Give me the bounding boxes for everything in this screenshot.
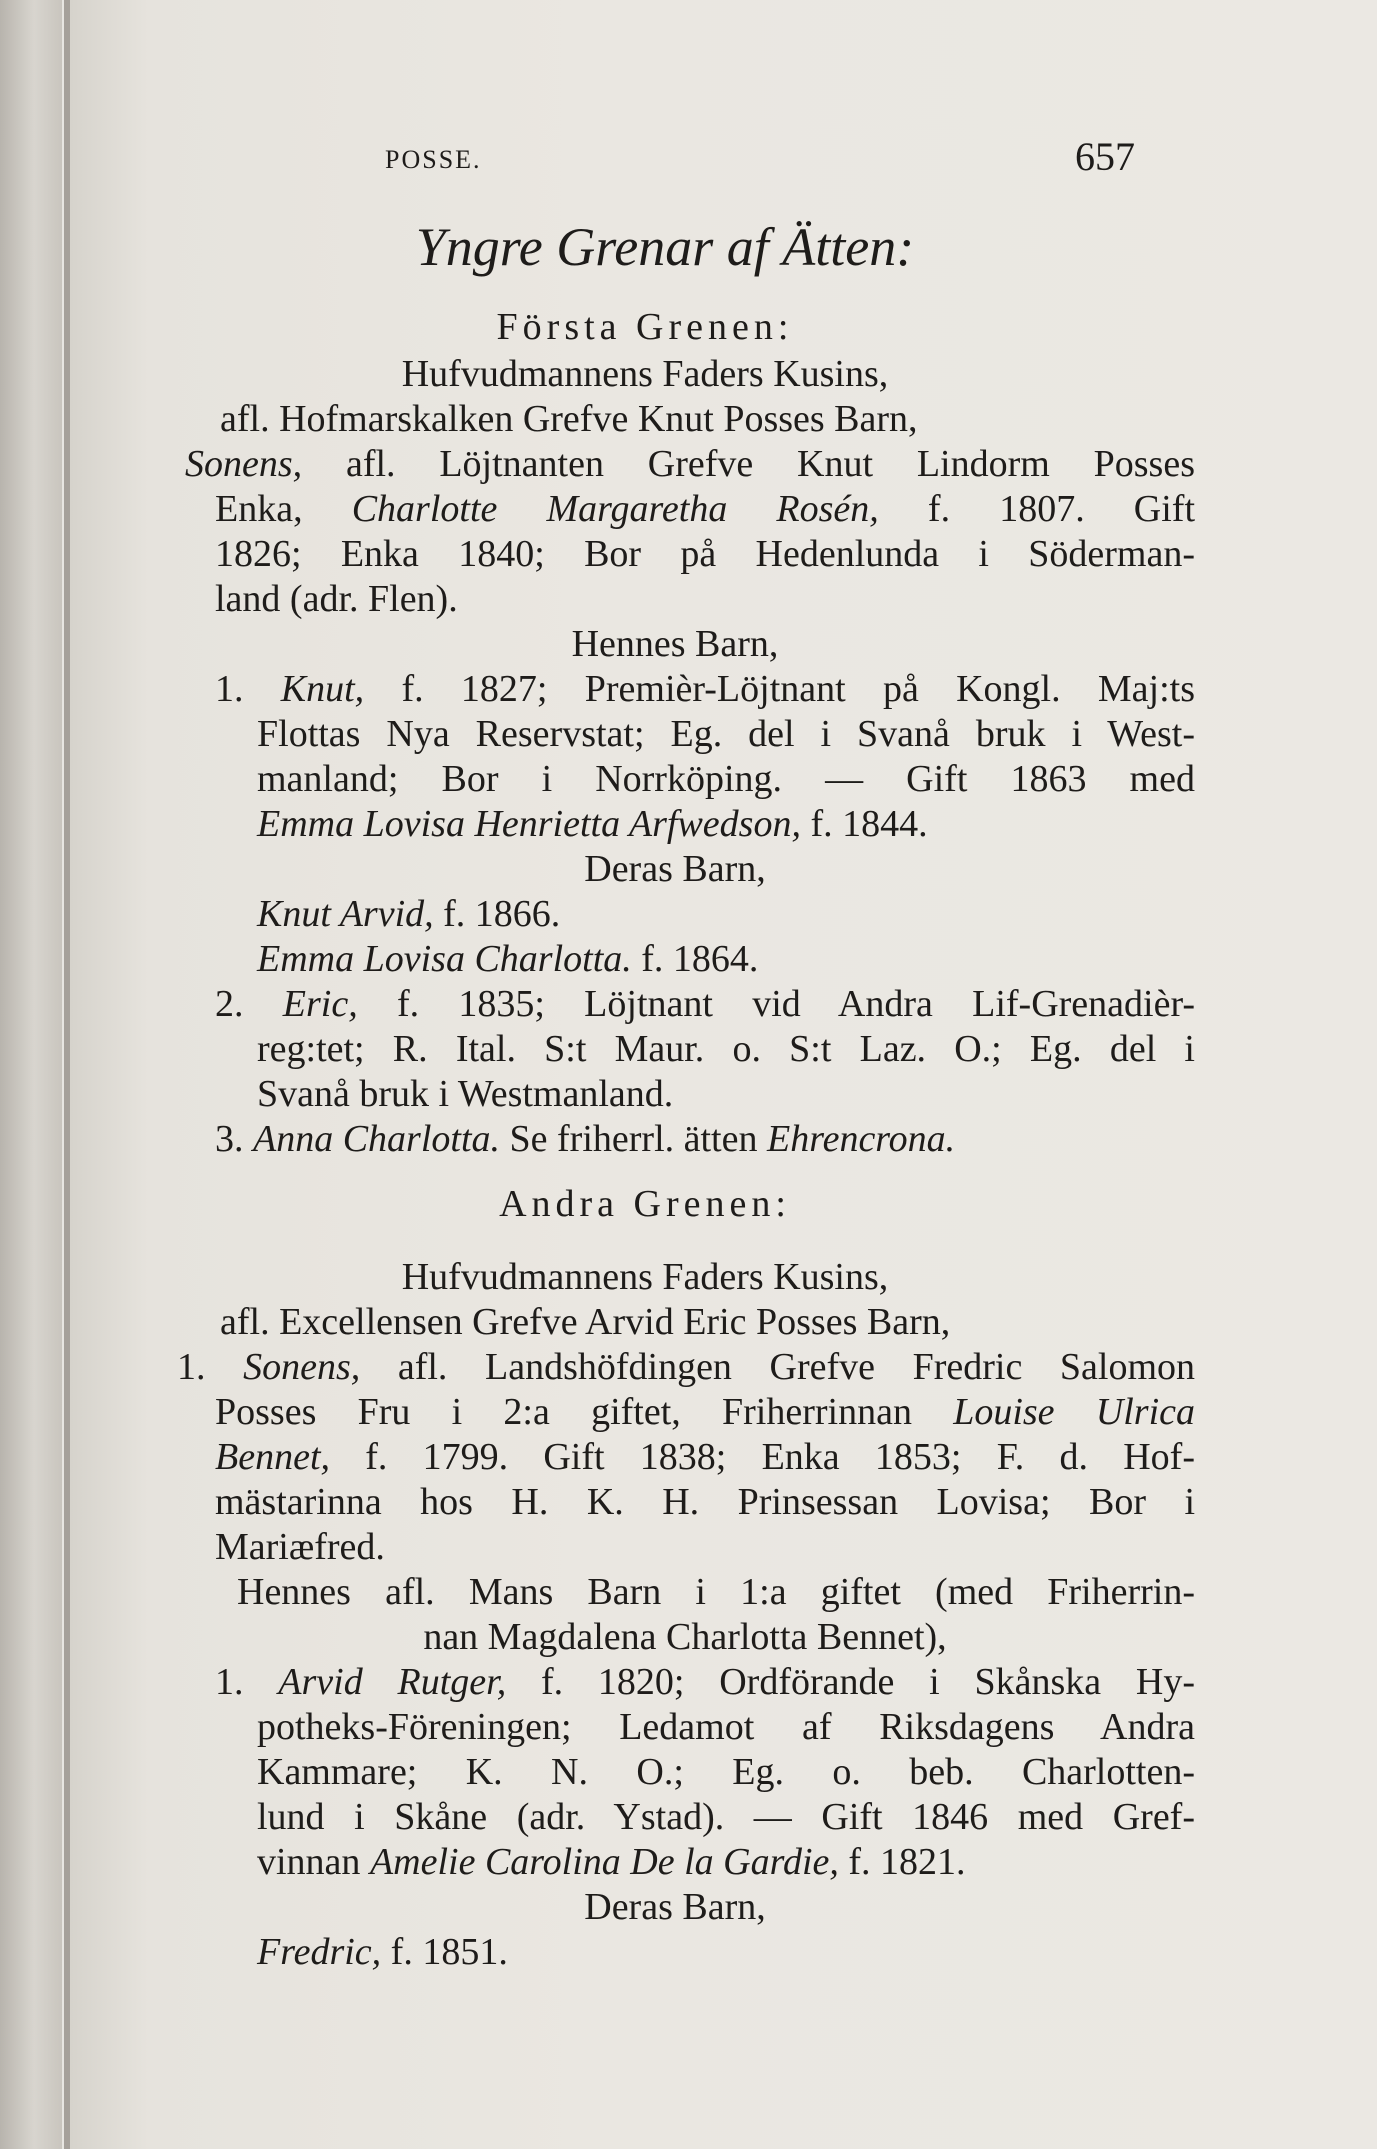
text-line: 1. Sonens, afl. Landshöfdingen Grefve Fredric Salomon	[177, 1346, 1196, 1388]
book-gutter	[0, 0, 62, 2149]
subheading-deras-barn: Deras Barn,	[584, 848, 766, 890]
text-line: Hufvudmannens Faders Kusins,	[401, 1256, 889, 1298]
text-line: potheks-Föreningen; Ledamot af Riksdagens Andra	[257, 1706, 1195, 1748]
text-line: nan Magdalena Charlotta Bennet),	[423, 1616, 947, 1658]
text-line: reg:tet; R. Ital. S:t Maur. o. S:t Laz. O.; Eg. del i	[257, 1028, 1195, 1070]
text-line: Knut Arvid, f. 1866.	[257, 893, 561, 935]
text-line: Emma Lovisa Henrietta Arfwedson, f. 1844.	[257, 803, 928, 845]
subheading-hennes-barn: Hennes Barn,	[571, 623, 779, 665]
text-line: 1. Knut, f. 1827; Premièr-Löjtnant på Kongl. Maj:ts	[215, 668, 1195, 710]
text-line: Hennes afl. Mans Barn i 1:a giftet (med Friherrin-	[237, 1571, 1195, 1613]
text-line: Mariæfred.	[215, 1526, 385, 1568]
text-line: Enka, Charlotte Margaretha Rosén, f. 1807. Gift	[215, 488, 1196, 530]
text-line: Emma Lovisa Charlotta. f. 1864.	[257, 938, 759, 980]
text-line: 2. Eric, f. 1835; Löjtnant vid Andra Lif-Grenadièr-	[215, 983, 1196, 1025]
text-line: Fredric, f. 1851.	[257, 1931, 508, 1973]
text-line: afl. Excellensen Grefve Arvid Eric Posses Barn,	[220, 1301, 951, 1343]
page-number: 657	[1075, 134, 1135, 179]
text-line: Flottas Nya Reservstat; Eg. del i Svanå bruk i West-	[257, 713, 1195, 755]
text-line: manland; Bor i Norrköping. — Gift 1863 med	[257, 758, 1195, 800]
text-line: afl. Hofmarskalken Grefve Knut Posses Barn,	[220, 398, 918, 440]
text-line: 1826; Enka 1840; Bor på Hedenlunda i Söderman-	[215, 533, 1195, 575]
text-line: mästarinna hos H. K. H. Prinsessan Lovisa; Bor i	[215, 1481, 1195, 1523]
running-title: POSSE.	[385, 145, 482, 174]
text-line: Hufvudmannens Faders Kusins,	[401, 353, 889, 395]
page-title: Yngre Grenar af Ätten:	[415, 217, 915, 277]
text-line: Bennet, f. 1799. Gift 1838; Enka 1853; F. d. Hof-	[215, 1436, 1195, 1478]
text-line: 1. Arvid Rutger, f. 1820; Ordförande i Skånska Hy-	[215, 1661, 1196, 1703]
text-line: Svanå bruk i Westmanland.	[257, 1073, 674, 1115]
section-heading-first-branch: Första Grenen:	[496, 306, 794, 348]
text-line: Kammare; K. N. O.; Eg. o. beb. Charlotten-	[257, 1751, 1195, 1793]
section-heading-second-branch: Andra Grenen:	[499, 1183, 791, 1225]
text-line: Sonens, afl. Löjtnanten Grefve Knut Lindorm Posses	[185, 443, 1195, 485]
text-line: land (adr. Flen).	[215, 578, 458, 620]
text-line: Posses Fru i 2:a giftet, Friherrinnan Louise Ulrica	[215, 1391, 1195, 1433]
text-line: lund i Skåne (adr. Ystad). — Gift 1846 med Gref-	[257, 1796, 1195, 1838]
text-line: 3. Anna Charlotta. Se friherrl. ätten Ehrencrona.	[215, 1118, 956, 1160]
subheading-deras-barn-2: Deras Barn,	[584, 1886, 766, 1928]
text-line: vinnan Amelie Carolina De la Gardie, f. 1821.	[257, 1841, 966, 1883]
